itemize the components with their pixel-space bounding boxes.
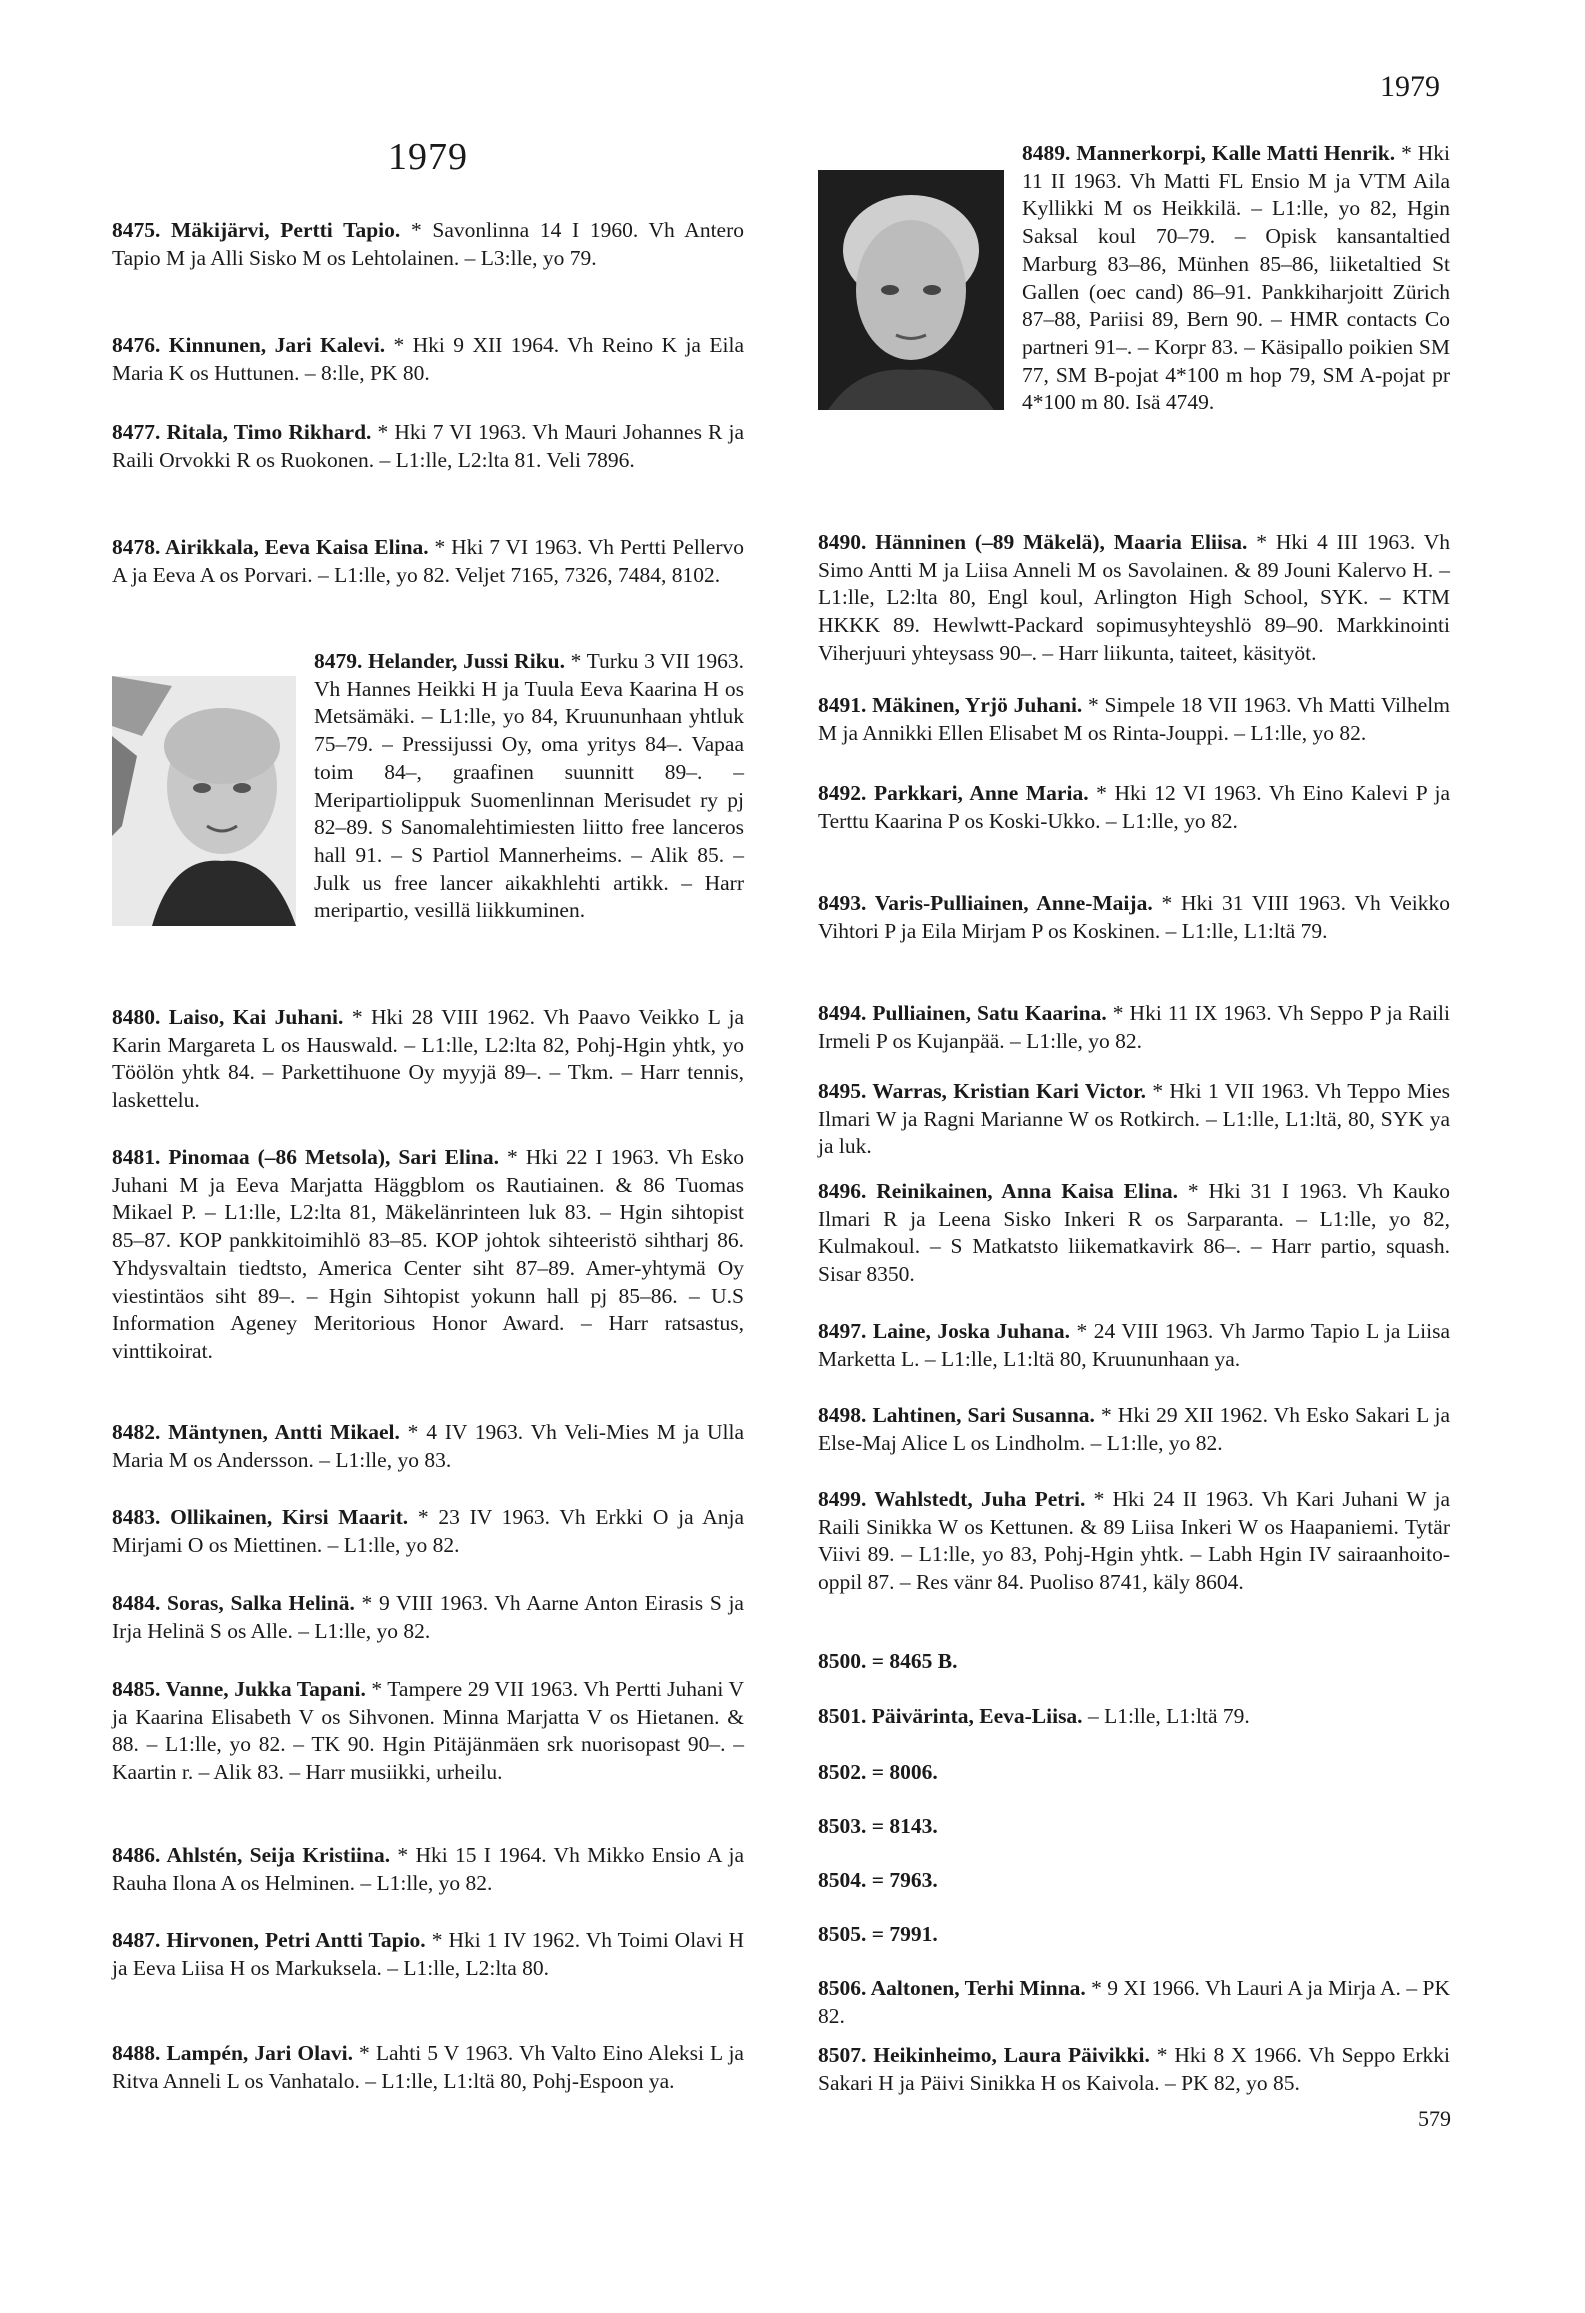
entry-heading: 8481. Pinomaa (–86 Metsola), Sari Elina. bbox=[112, 1145, 500, 1169]
portrait-photo-helander bbox=[112, 676, 296, 926]
entry-heading: 8501. Päivärinta, Eeva-Liisa. bbox=[818, 1704, 1083, 1728]
entry-heading: 8496. Reinikainen, Anna Kaisa Elina. bbox=[818, 1179, 1179, 1203]
entry-body: * Hki 8 X 1966. Vh Seppo Erkki Sakari H ja Päivi Sinikka H os Kaivola. – PK 82, yo 85. bbox=[818, 2043, 1450, 2095]
entry-heading: 8493. Varis-Pulliainen, Anne-Maija. bbox=[818, 891, 1153, 915]
entry-body: * 24 VIII 1963. Vh Jarmo Tapio L ja Liisa Marketta L. – L1:lle, L1:ltä 80, Kruununhaan ya. bbox=[818, 1319, 1450, 1371]
entry-body: * Hki 15 I 1964. Vh Mikko Ensio A ja Rauha Ilona A os Helminen. – L1:lle, yo 82. bbox=[112, 1843, 744, 1895]
entry-8501 bbox=[818, 1703, 1450, 1731]
entry-8506 bbox=[818, 1975, 1450, 2030]
entry-8477 bbox=[112, 419, 744, 474]
entry-heading: 8480. Laiso, Kai Juhani. bbox=[112, 1005, 344, 1029]
entry-heading: 8504. = 7963. bbox=[818, 1868, 938, 1892]
entry-8497 bbox=[818, 1318, 1450, 1373]
entry-8498 bbox=[818, 1402, 1450, 1457]
entry-heading: 8482. Mäntynen, Antti Mikael. bbox=[112, 1420, 400, 1444]
portrait-image bbox=[818, 170, 1004, 410]
entry-heading: 8506. Aaltonen, Terhi Minna. bbox=[818, 1976, 1086, 2000]
entry-body: * Hki 1 IV 1962. Vh Toimi Olavi H ja Eeva Liisa H os Markuksela. – L1:lle, L2:lta 80. bbox=[112, 1928, 744, 1980]
entry-heading: 8483. Ollikainen, Kirsi Maarit. bbox=[112, 1505, 409, 1529]
entry-body: * Hki 24 II 1963. Vh Kari Juhani W ja Raili Sinikka W os Kettunen. & 89 Liisa Inkeri W os Haapaniemi. Tytär Viivi 89. – L1:lle, yo 83, Pohj-Hgin yhtk. – Labh Hgin IV sairaanhoito-oppil 87. – Res vänr 84. Puoliso 8741, käly 8604. bbox=[818, 1487, 1450, 1595]
entry-8480 bbox=[112, 1004, 744, 1115]
entry-8487 bbox=[112, 1927, 744, 1982]
entry-heading: 8500. = 8465 B. bbox=[818, 1649, 958, 1673]
entry-heading: 8490. Hänninen (–89 Mäkelä), Maaria Eliisa. bbox=[818, 530, 1248, 554]
entry-body: * 9 XI 1966. Vh Lauri A ja Mirja A. – PK 82. bbox=[818, 1976, 1450, 2028]
entry-8478 bbox=[112, 534, 744, 589]
entry-body: * 23 IV 1963. Vh Erkki O ja Anja Mirjami O os Miettinen. – L1:lle, yo 82. bbox=[112, 1505, 744, 1557]
entry-heading: 8488. Lampén, Jari Olavi. bbox=[112, 2041, 353, 2065]
entry-body: * Hki 7 VI 1963. Vh Mauri Johannes R ja Raili Orvokki R os Ruokonen. – L1:lle, L2:lta 81. Veli 7896. bbox=[112, 420, 745, 472]
entry-heading: 8497. Laine, Joska Juhana. bbox=[818, 1319, 1070, 1343]
entry-heading: 8485. Vanne, Jukka Tapani. bbox=[112, 1677, 366, 1701]
entry-heading: 8494. Pulliainen, Satu Kaarina. bbox=[818, 1001, 1107, 1025]
entry-body: * Hki 22 I 1963. Vh Esko Juhani M ja Eeva Marjatta Häggblom os Rautiainen. & 86 Tuomas Mikael P. – L1:lle, L2:lta 81, Mäkelänrinteen luk 83. – Hgin sihtopist 85–87. KOP pankkitoimihlö 83–85. KOP johtok sihteeristö sihtharj 86. Yhdysvaltain tiedtsto, America Center siht 87–89. Amer-yhtymä Oy viestintäos siht 89–. – Hgin Sihtopist yokunn hall pj 85–86. – U.S Information Ageney Meritorious Honor Award. – Harr ratsastus, vinttikoirat. bbox=[112, 1145, 744, 1363]
entry-heading: 8479. Helander, Jussi Riku. bbox=[314, 649, 565, 673]
entry-body: * 4 IV 1963. Vh Veli-Mies M ja Ulla Maria M os Andersson. – L1:lle, yo 83. bbox=[112, 1420, 744, 1472]
entry-body: * Hki 31 VIII 1963. Vh Veikko Vihtori P ja Eila Mirjam P os Koskinen. – L1:lle, L1:ltä 79. bbox=[818, 891, 1450, 943]
entry-heading: 8498. Lahtinen, Sari Susanna. bbox=[818, 1403, 1095, 1427]
entry-8485 bbox=[112, 1676, 744, 1787]
entry-heading: 8486. Ahlstén, Seija Kristiina. bbox=[112, 1843, 391, 1867]
entry-8502 bbox=[818, 1759, 1450, 1787]
entry-8484 bbox=[112, 1590, 744, 1645]
page-number: 579 bbox=[1418, 2106, 1451, 2131]
entry-8481 bbox=[112, 1144, 744, 1366]
entry-8488 bbox=[112, 2040, 744, 2095]
entry-heading: 8475. Mäkijärvi, Pertti Tapio. bbox=[112, 218, 401, 242]
entry-body: * Hki 1 VII 1963. Vh Teppo Mies Ilmari W ja Ragni Marianne W os Rotkirch. – L1:lle, L1:ltä, 80, SYK ya ja luk. bbox=[818, 1079, 1450, 1159]
entry-heading: 8502. = 8006. bbox=[818, 1760, 938, 1784]
entry-heading: 8499. Wahlstedt, Juha Petri. bbox=[818, 1487, 1086, 1511]
entry-8499 bbox=[818, 1486, 1450, 1597]
entry-8505 bbox=[818, 1921, 1450, 1949]
entry-body: * Hki 11 II 1963. Vh Matti FL Ensio M ja VTM Aila Kyllikki M os Heikkilä. – L1:lle, yo 82, Hgin Saksal koul 70–79. – Opisk kansantaltied Marburg 83–86, Münhen 85–86, liiketaltied St Gallen (oec cand) 86–91. Pankkiharjoitt Zürich 87–88, Pariisi 89, Bern 90. – HMR contacts Co partneri 91–. – Korpr 83. – Käsipallo poikien SM 77, SM B-pojat 4*100 m hop 79, SM A-pojat pr 4*100 m 80. Isä 4749. bbox=[1022, 141, 1451, 415]
entry-body: * Turku 3 VII 1963. Vh Hannes Heikki H ja Tuula Eeva Kaarina H os Metsämäki. – L1:lle, yo 84, Kruununhaan yhtluk 75–79. – Pressijussi Oy, oma yritys 84–. Vapaa toim 84–, graafinen suunnitt 89–. – Meripartiolippuk Suomenlinnan Merisudet ry pj 82–89. S Sanomalehtimiesten liitto free lanceros hall 91. – S Partiol Mannerheims. – Alik 85. – Julk us free lancer aikakhlehti artikk. – Harr meripartio, vesillä liikkuminen. bbox=[314, 649, 744, 923]
entry-8500 bbox=[818, 1648, 1450, 1676]
entry-8490 bbox=[818, 529, 1450, 668]
entry-body: * Hki 9 XII 1964. Vh Reino K ja Eila Maria K os Huttunen. – 8:lle, PK 80. bbox=[112, 333, 744, 385]
entry-8495 bbox=[818, 1078, 1450, 1161]
entry-8483 bbox=[112, 1504, 744, 1559]
entry-body: * Hki 4 III 1963. Vh Simo Antti M ja Liisa Anneli M os Savolainen. & 89 Jouni Kalervo H. – L1:lle, L2:lta 80, Engl koul, Arlington High School, SYK. – KTM HKKK 89. Hewlwtt-Packard sopimusyhteyshlö 89–90. Markkinointi Viherjuuri yhteysass 90–. – Harr liikunta, taiteet, käsityöt. bbox=[818, 530, 1450, 665]
entry-8479 bbox=[112, 648, 744, 932]
portrait-image bbox=[112, 676, 296, 926]
portrait-photo-mannerkorpi bbox=[818, 170, 1004, 410]
entry-body: * Savonlinna 14 I 1960. Vh Antero Tapio M ja Alli Sisko M os Lehtolainen. – L3:lle, yo 79. bbox=[112, 218, 744, 270]
entry-heading: 8503. = 8143. bbox=[818, 1814, 938, 1838]
entry-8494 bbox=[818, 1000, 1450, 1055]
entry-body: * Hki 29 XII 1962. Vh Esko Sakari L ja Else-Maj Alice L os Lindholm. – L1:lle, yo 82. bbox=[818, 1403, 1451, 1455]
entry-heading: 8491. Mäkinen, Yrjö Juhani. bbox=[818, 693, 1083, 717]
entry-8492 bbox=[818, 780, 1450, 835]
entry-body: * Hki 31 I 1963. Vh Kauko Ilmari R ja Leena Sisko Inkeri R os Sarparanta. – L1:lle, yo 82, Kulmakoul. – S Matkatsto liikematkavirk 86–. – Harr partio, squash. Sisar 8350. bbox=[818, 1179, 1450, 1287]
entry-8504 bbox=[818, 1867, 1450, 1895]
entry-body: * Hki 11 IX 1963. Vh Seppo P ja Raili Irmeli P os Kujanpää. – L1:lle, yo 82. bbox=[818, 1001, 1450, 1053]
entry-8503 bbox=[818, 1813, 1450, 1841]
entry-8507 bbox=[818, 2042, 1450, 2097]
entry-heading: 8492. Parkkari, Anne Maria. bbox=[818, 781, 1089, 805]
entry-body: * Tampere 29 VII 1963. Vh Pertti Juhani V ja Kaarina Elisabeth V os Sihvonen. Minna Marjatta V os Hietanen. & 88. – L1:lle, yo 82. – TK 90. Hgin Pitäjänmäen srk nuorisopast 90–. – Kaartin r. – Alik 83. – Harr musiikki, urheilu. bbox=[112, 1677, 744, 1785]
entry-body: * Hki 28 VIII 1962. Vh Paavo Veikko L ja Karin Margareta L os Hauswald. – L1:lle, L2:lta 82, Pohj-Hgin yhtk, yo Töölön yhtk 84. – Parkettihuone Oy myyjä 89–. – Tkm. – Harr tennis, laskettelu. bbox=[112, 1005, 744, 1113]
entry-heading: 8477. Ritala, Timo Rikhard. bbox=[112, 420, 372, 444]
entry-heading: 8505. = 7991. bbox=[818, 1922, 938, 1946]
entry-body: * Hki 12 VI 1963. Vh Eino Kalevi P ja Terttu Kaarina P os Koski-Ukko. – L1:lle, yo 82. bbox=[818, 781, 1450, 833]
entry-body: * Hki 7 VI 1963. Vh Pertti Pellervo A ja Eeva A os Porvari. – L1:lle, yo 82. Veljet 7165, 7326, 7484, 8102. bbox=[112, 535, 744, 587]
entry-8476 bbox=[112, 332, 744, 387]
entry-body: * Lahti 5 V 1963. Vh Valto Eino Aleksi L ja Ritva Anneli L os Vanhatalo. – L1:lle, L1:ltä 80, Pohj-Espoon ya. bbox=[112, 2041, 744, 2093]
entry-8475 bbox=[112, 217, 744, 272]
entry-8493 bbox=[818, 890, 1450, 945]
entry-8491 bbox=[818, 692, 1450, 747]
entry-heading: 8489. Mannerkorpi, Kalle Matti Henrik. bbox=[1022, 141, 1396, 165]
entry-8489 bbox=[818, 140, 1450, 417]
entry-heading: 8484. Soras, Salka Helinä. bbox=[112, 1591, 355, 1615]
entry-heading: 8487. Hirvonen, Petri Antti Tapio. bbox=[112, 1928, 426, 1952]
entry-body: * Simpele 18 VII 1963. Vh Matti Vilhelm M ja Annikki Ellen Elisabet M os Rinta-Jouppi. – L1:lle, yo 82. bbox=[818, 693, 1450, 745]
entry-8496 bbox=[818, 1178, 1450, 1289]
entry-heading: 8495. Warras, Kristian Kari Victor. bbox=[818, 1079, 1147, 1103]
year-heading: 1979 bbox=[388, 136, 468, 178]
entry-heading: 8507. Heikinheimo, Laura Päivikki. bbox=[818, 2043, 1150, 2067]
entry-heading: 8476. Kinnunen, Jari Kalevi. bbox=[112, 333, 386, 357]
entry-body: * 9 VIII 1963. Vh Aarne Anton Eirasis S ja Irja Helinä S os Alle. – L1:lle, yo 82. bbox=[112, 1591, 744, 1643]
page-number-year-right: 1979 bbox=[1380, 70, 1440, 103]
entry-8486 bbox=[112, 1842, 744, 1897]
entry-8482 bbox=[112, 1419, 744, 1474]
entry-heading: 8478. Airikkala, Eeva Kaisa Elina. bbox=[112, 535, 429, 559]
entry-body: – L1:lle, L1:ltä 79. bbox=[1082, 1704, 1250, 1728]
